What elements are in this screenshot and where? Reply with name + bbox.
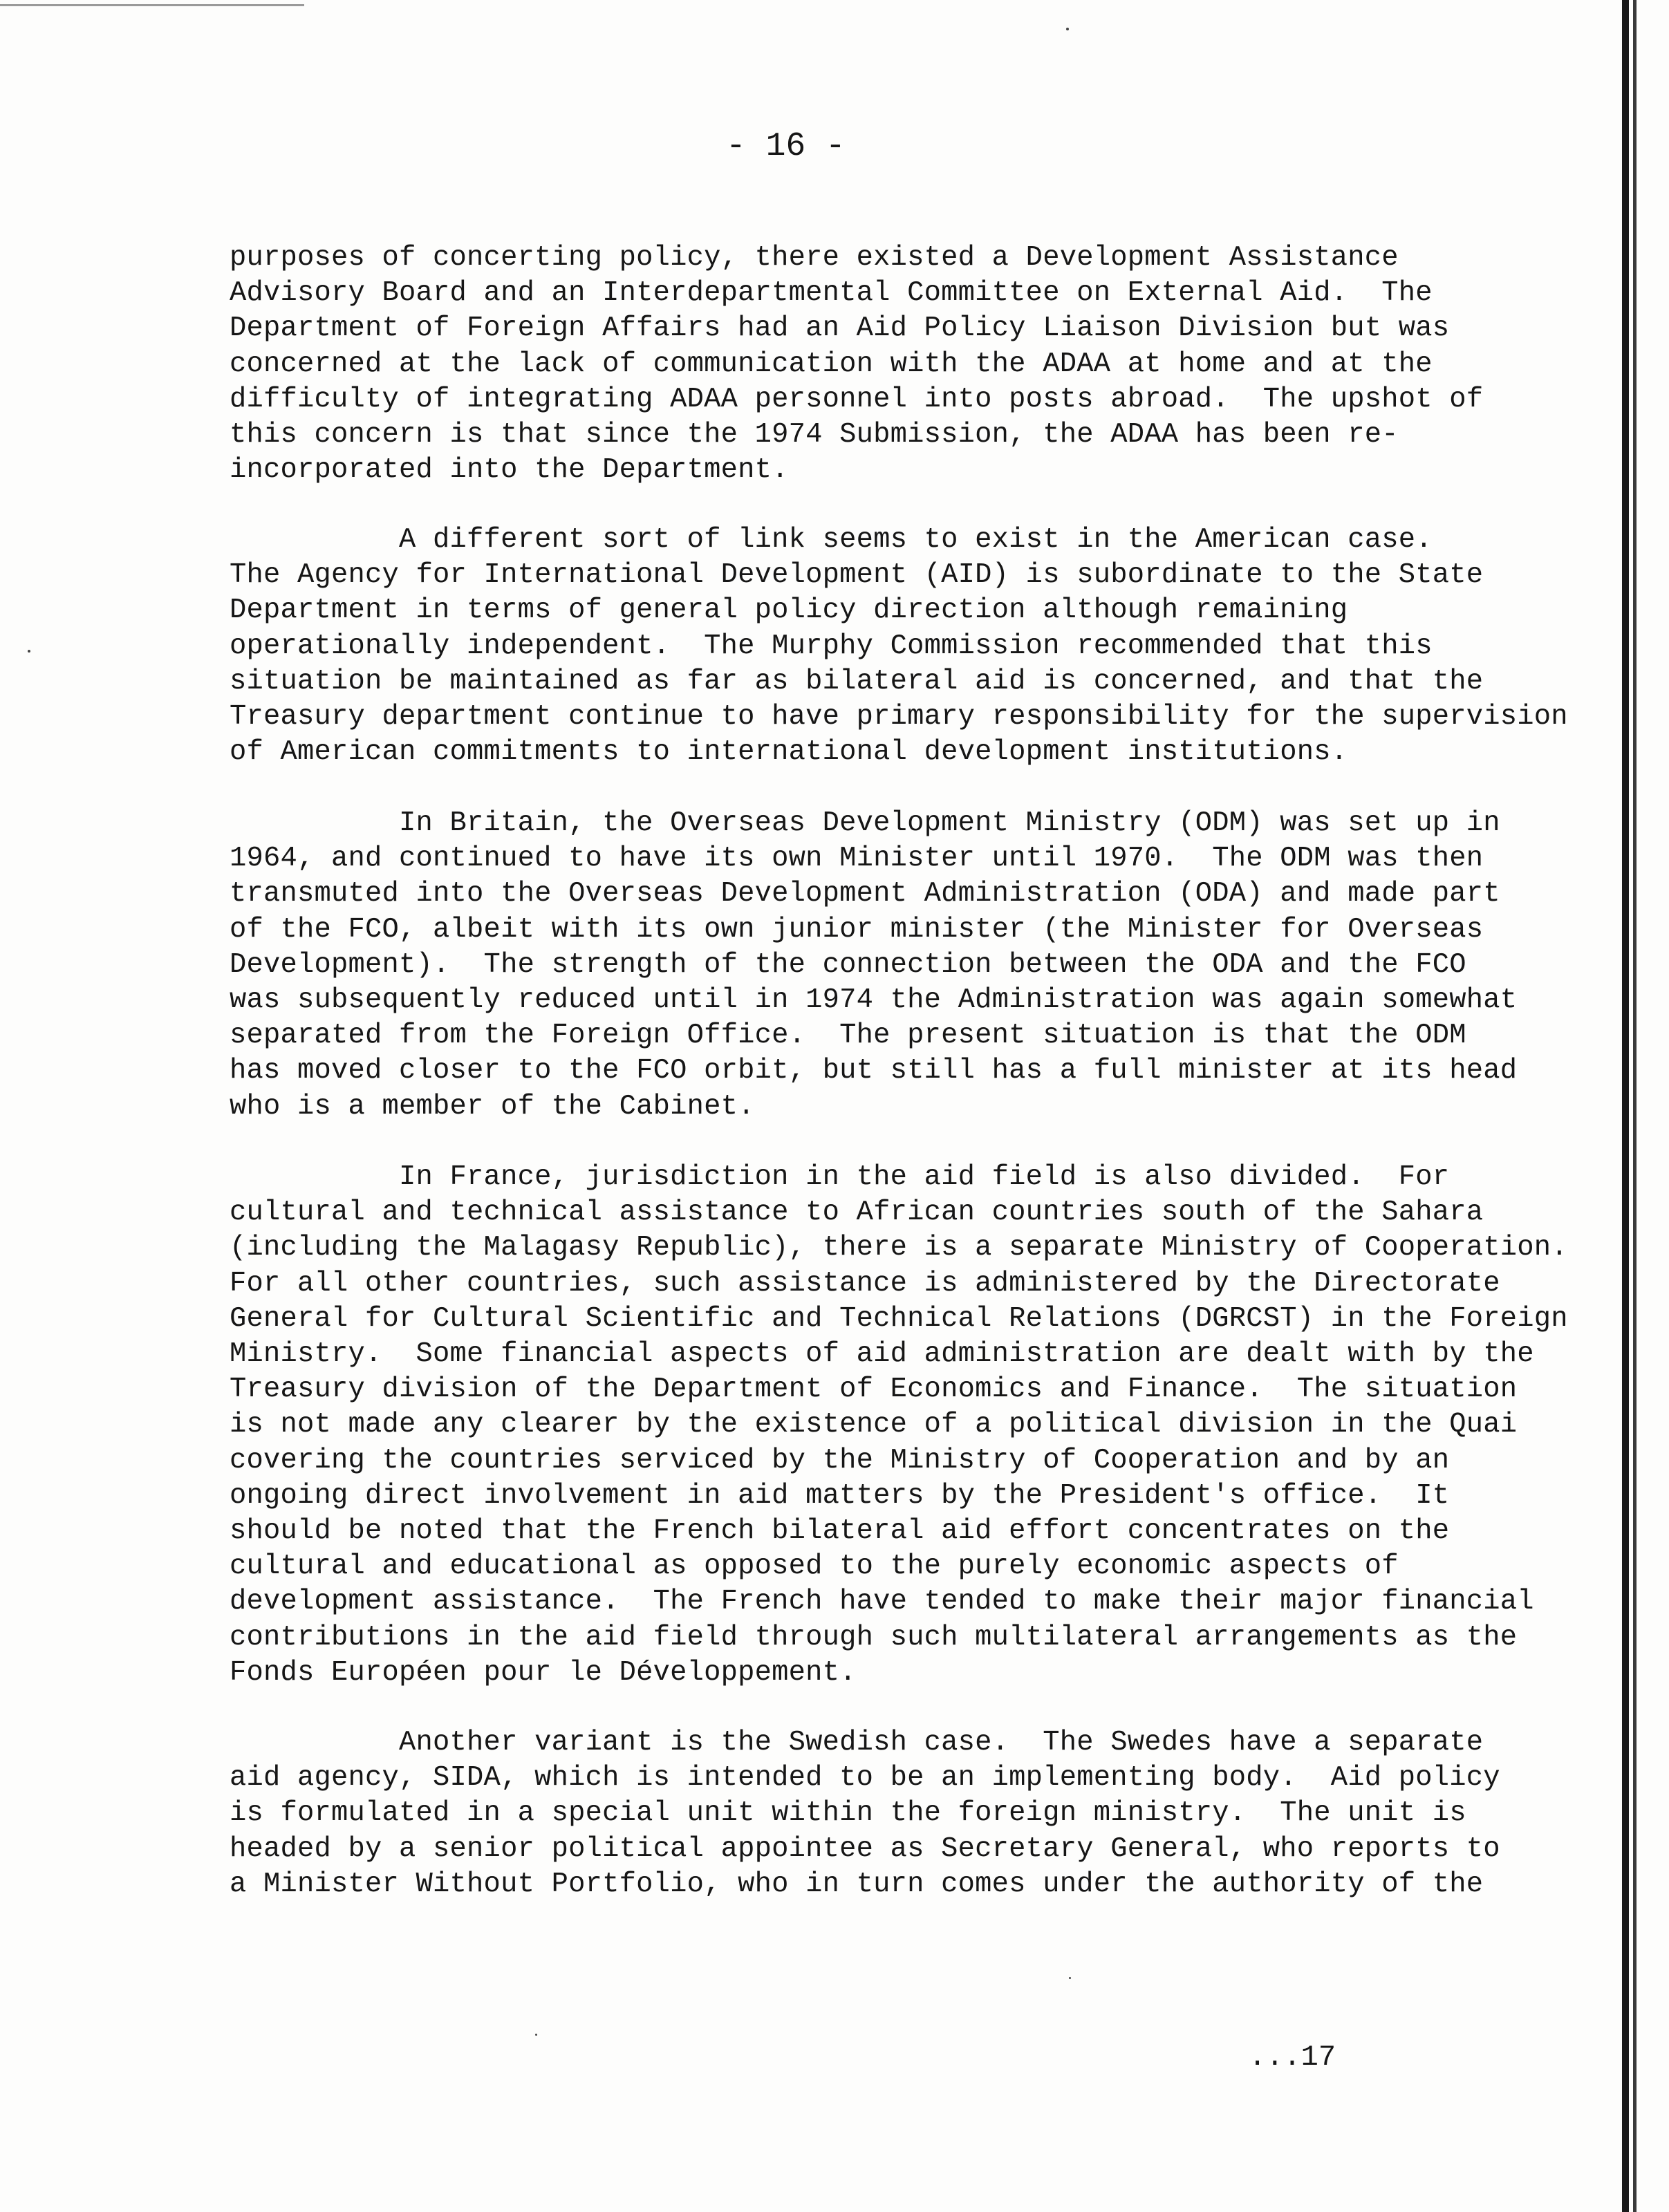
text-line: is not made any clearer by the existence of a political division in the Quai (230, 1409, 1518, 1441)
text-line: this concern is that since the 1974 Submission, the ADAA has been re- (230, 419, 1399, 451)
text-line: Treasury department continue to have primary responsibility for the supervision (230, 701, 1568, 733)
text-line: a Minister Without Portfolio, who in turn comes under the authority of the (230, 1868, 1484, 1900)
text-line: purposes of concerting policy, there existed a Development Assistance (230, 242, 1399, 274)
top-edge-rule (0, 4, 304, 6)
text-line: A different sort of link seems to exist in the American case. (230, 524, 1433, 556)
text-line: covering the countries serviced by the Ministry of Cooperation and by an (230, 1444, 1450, 1477)
text-line: For all other countries, such assistance is administered by the Directorate (230, 1267, 1500, 1300)
right-edge-shadow-inner (1633, 0, 1637, 2212)
text-line: has moved closer to the FCO orbit, but still has a full minister at its head (230, 1055, 1518, 1087)
text-line: should be noted that the French bilateral aid effort concentrates on the (230, 1515, 1450, 1548)
text-line: of American commitments to international development institutions. (230, 736, 1348, 769)
scan-speck (535, 2034, 537, 2036)
text-line: cultural and educational as opposed to the purely economic aspects of (230, 1550, 1399, 1583)
text-line: who is a member of the Cabinet. (230, 1090, 755, 1123)
text-line: In Britain, the Overseas Development Ministry (ODM) was set up in (230, 807, 1500, 839)
text-line: cultural and technical assistance to African countries south of the Sahara (230, 1197, 1484, 1229)
text-line: (including the Malagasy Republic), there is a separate Ministry of Cooperation. (230, 1232, 1568, 1264)
continuation-marker: ...17 (1249, 2041, 1336, 2074)
text-line: Another variant is the Swedish case. The Swedes have a separate (230, 1727, 1484, 1759)
right-edge-shadow (1622, 0, 1629, 2212)
text-line: Ministry. Some financial aspects of aid administration are dealt with by the (230, 1338, 1534, 1371)
text-line: transmuted into the Overseas Development Administration (ODA) and made part (230, 878, 1500, 910)
text-line: contributions in the aid field through such multilateral arrangements as the (230, 1621, 1518, 1653)
text-line: concerned at the lack of communication with the ADAA at home and at the (230, 348, 1433, 380)
text-line: The Agency for International Development (AID) is subordinate to the State (230, 559, 1484, 592)
text-line: was subsequently reduced until in 1974 the Administration was again somewhat (230, 984, 1518, 1017)
paragraph-sweden (230, 1725, 1500, 1902)
text-line: headed by a senior political appointee as Secretary General, who reports to (230, 1833, 1500, 1865)
paragraph-britain (230, 806, 1517, 1125)
text-line: situation be maintained as far as bilateral aid is concerned, and that the (230, 665, 1484, 697)
text-line: Treasury division of the Department of Economics and Finance. The situation (230, 1374, 1518, 1406)
text-line: separated from the Foreign Office. The present situation is that the ODM (230, 1020, 1466, 1052)
text-line: In France, jurisdiction in the aid field is also divided. For (230, 1161, 1450, 1193)
text-line: Department of Foreign Affairs had an Aid Policy Liaison Division but was (230, 312, 1450, 345)
text-line: of the FCO, albeit with its own junior minister (the Minister for Overseas (230, 913, 1484, 946)
scan-speck (1069, 1977, 1071, 1979)
text-line: 1964, and continued to have its own Minister until 1970. The ODM was then (230, 843, 1484, 875)
paragraph-united-states (230, 523, 1568, 770)
text-line: Development). The strength of the connection between the ODA and the FCO (230, 948, 1466, 981)
scan-speck (1066, 28, 1069, 30)
paragraph-canada (230, 241, 1483, 488)
text-line: General for Cultural Scientific and Technical Relations (DGRCST) in the Foreign (230, 1302, 1568, 1335)
text-line: Fonds Européen pour le Développement. (230, 1656, 857, 1689)
page-number: - 16 - (726, 128, 846, 165)
text-line: operationally independent. The Murphy Commission recommended that this (230, 630, 1433, 662)
scan-speck (28, 650, 30, 653)
paragraph-france (230, 1160, 1568, 1691)
text-line: aid agency, SIDA, which is intended to be an implementing body. Aid policy (230, 1762, 1500, 1794)
text-line: is formulated in a special unit within the foreign ministry. The unit is (230, 1797, 1466, 1830)
text-line: development assistance. The French have tended to make their major financial (230, 1586, 1534, 1618)
text-line: difficulty of integrating ADAA personnel into posts abroad. The upshot of (230, 383, 1484, 415)
text-line: Advisory Board and an Interdepartmental Committee on External Aid. The (230, 277, 1433, 310)
text-line: incorporated into the Department. (230, 454, 789, 487)
text-line: ongoing direct involvement in aid matters by the President's office. It (230, 1479, 1450, 1512)
text-line: Department in terms of general policy direction although remaining (230, 594, 1348, 627)
